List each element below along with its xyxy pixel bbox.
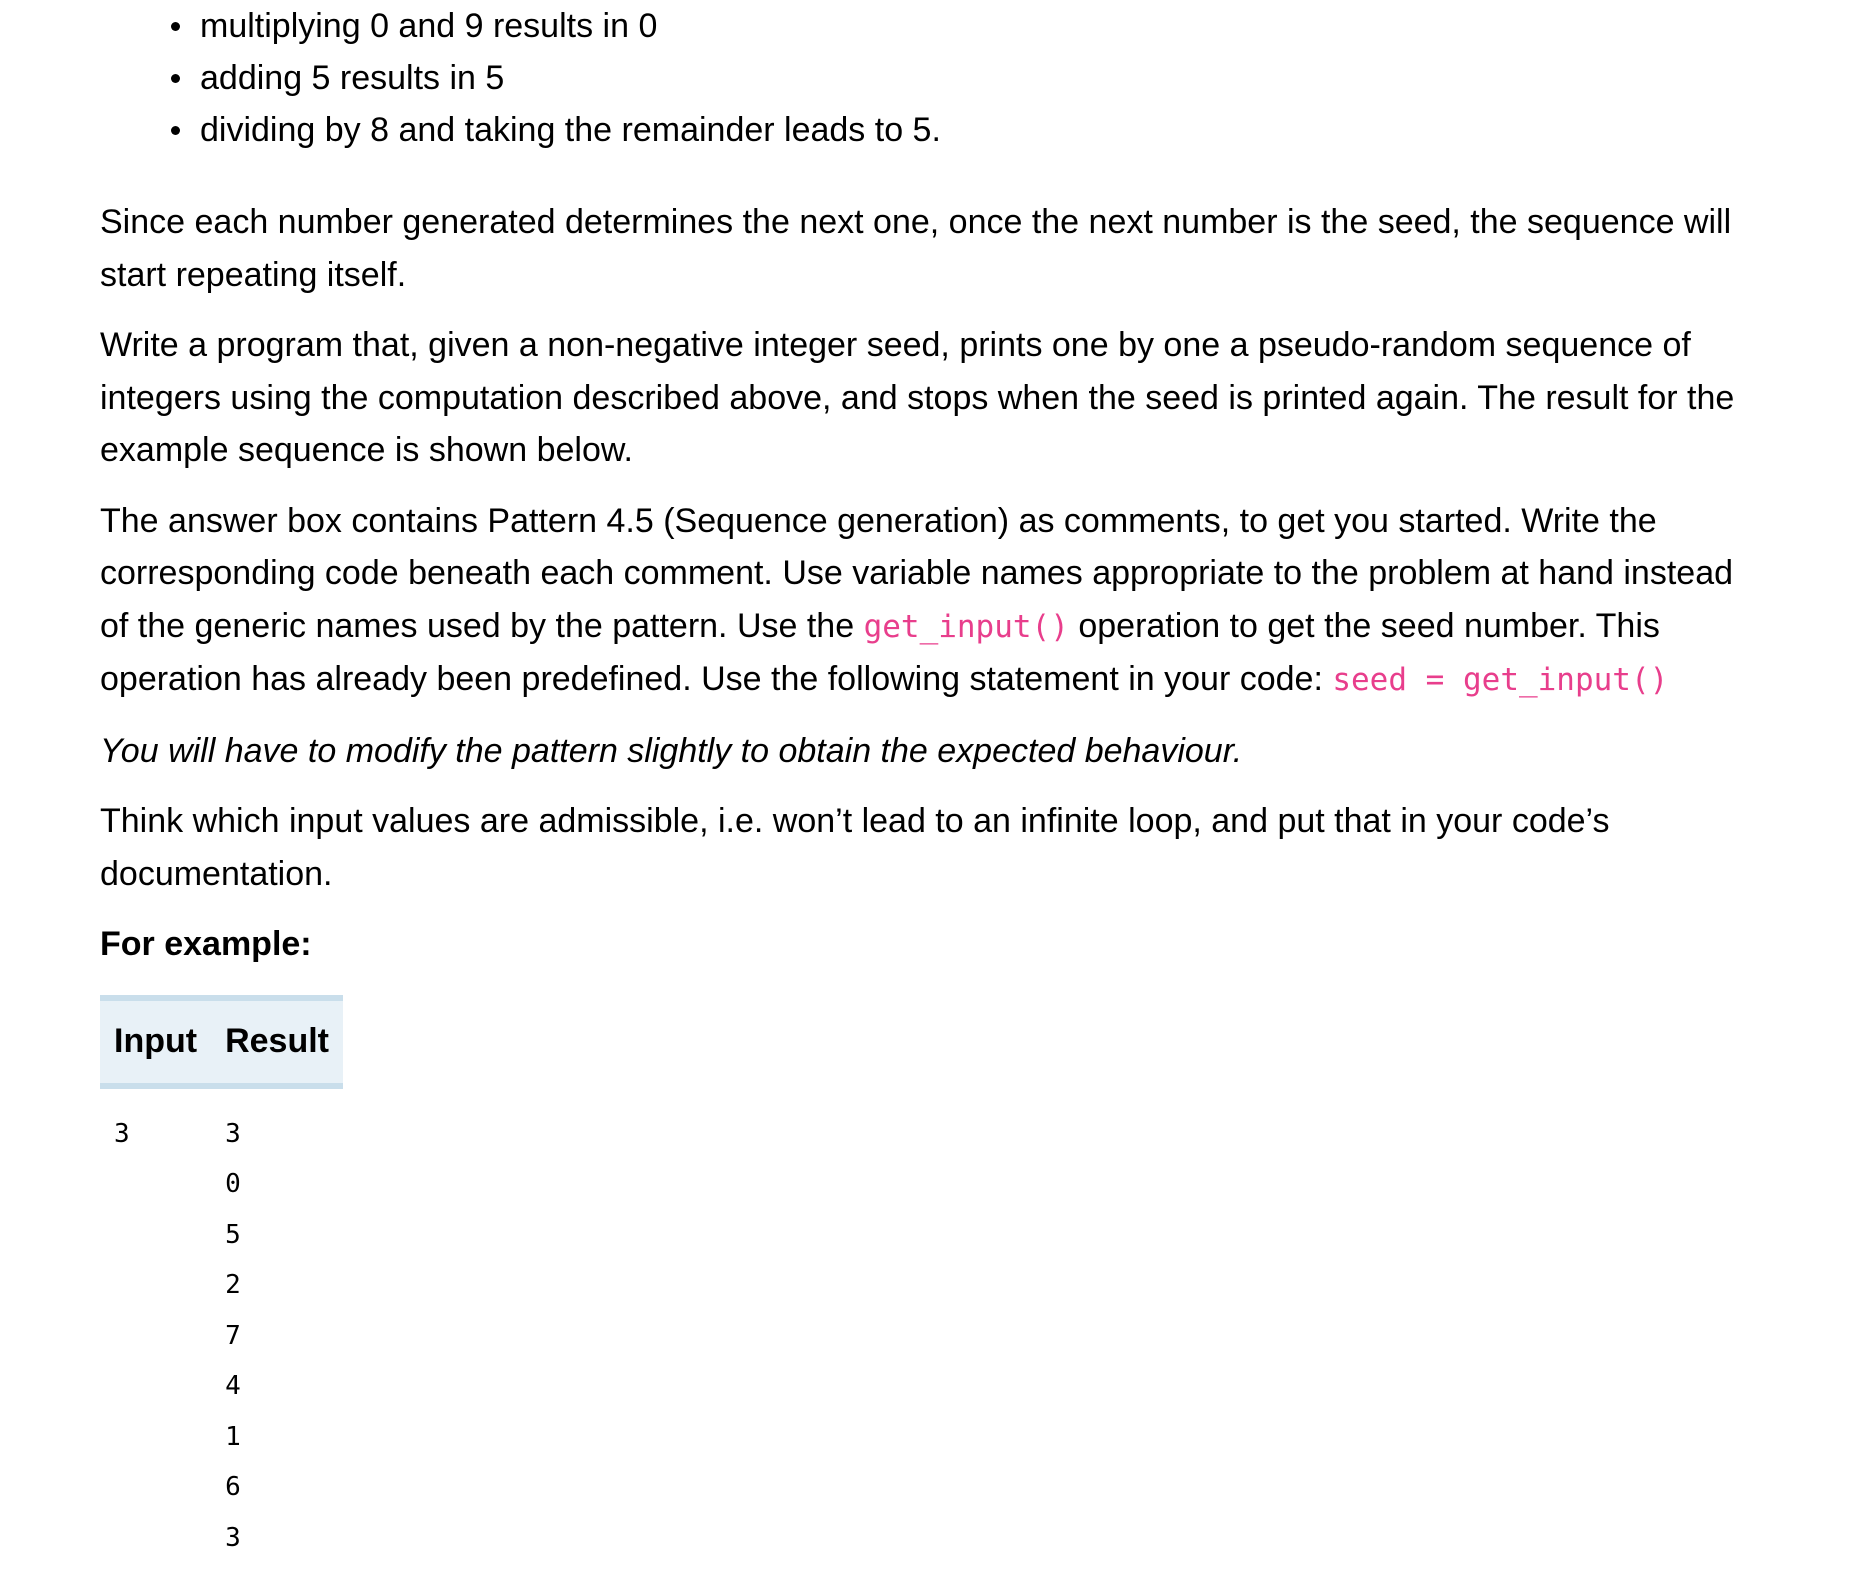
inline-code-seed-statement: seed = get_input() [1332,662,1669,698]
result-line: 1 [225,1421,241,1452]
answer-box-paragraph [100,495,1760,707]
input-cell [100,1086,211,1564]
result-line: 3 [225,1522,241,1553]
result-line: 3 [225,1118,241,1149]
for-example-heading: For example: [100,925,312,963]
table-row [100,1086,343,1564]
question-text [100,0,1760,1563]
result-cell [211,1086,343,1564]
result-line: 7 [225,1320,241,1351]
step-item: multiplying 0 and 9 results in 0 [200,0,1760,52]
step-list [100,0,1760,156]
header-result: Result [211,998,343,1086]
modify-note: You will have to modify the pattern slightly to obtain the expected behaviour. [100,731,1243,770]
result-line: 4 [225,1371,241,1401]
result-line: 0 [225,1169,241,1199]
step-item: adding 5 results in 5 [200,52,1760,104]
inline-code-get-input: get_input() [863,608,1069,645]
result-line: 5 [225,1219,241,1250]
result-line: 6 [225,1472,241,1502]
step-item: dividing by 8 and taking the remainder leads to 5. [200,104,1760,156]
answer-text-part2: operation to get the seed number. This operation has already been predefined. Use the following statement in your code: [100,606,1660,698]
example-table [100,995,343,1564]
input-value: 3 [114,1118,130,1149]
result-line: 2 [225,1270,241,1300]
table-header-row [100,998,343,1086]
answer-text-part1: The answer box contains Pattern 4.5 (Sequence generation) as comments, to get you started. Write the corresponding code beneath each comment. Use variable names appropriate to the problem at hand instead of the generic names used by the pattern. Use the [100,501,1734,645]
admissible-paragraph: Think which input values are admissible, i.e. won’t lead to an infinite loop, and put that in your code’s documentation. [100,802,1610,893]
header-input: Input [100,998,211,1086]
task-paragraph: Write a program that, given a non-negative integer seed, prints one by one a pseudo-random sequence of integers using the computation described above, and stops when the seed is printed again. The result for the example sequence is shown below. [100,326,1735,469]
repeat-paragraph: Since each number generated determines the next one, once the next number is the seed, the sequence will start repeating itself. [100,203,1732,294]
